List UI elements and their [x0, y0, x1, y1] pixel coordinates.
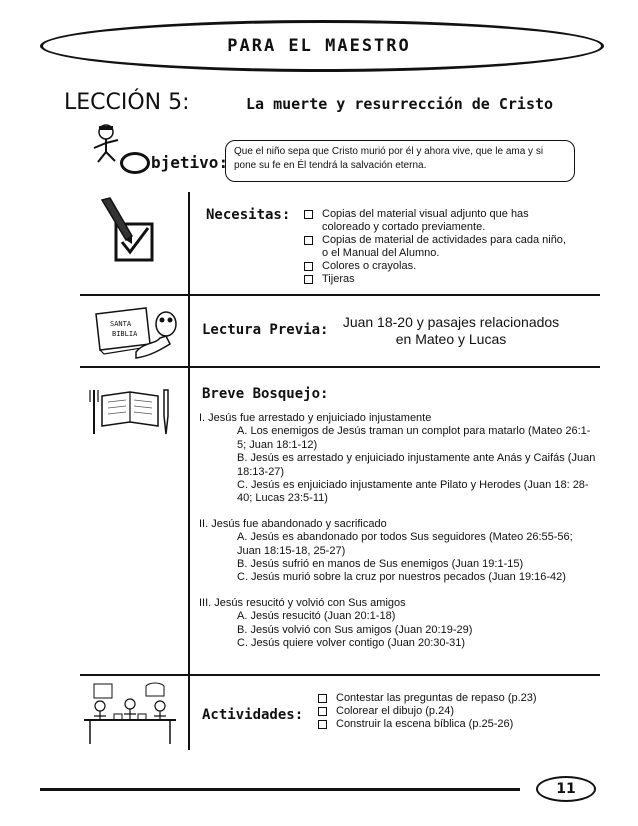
needs-item: Copias del material visual adjunto que has coloreado y cortado previamente. — [302, 208, 572, 234]
lesson-number: LECCIÓN 5: — [64, 90, 190, 115]
activities-list — [316, 692, 596, 731]
bookworm-bible-icon — [90, 304, 186, 362]
reading-text: Juan 18-20 y pasajes relacionados en Mateo y Lucas — [342, 314, 560, 347]
outline-item: C. Jesús murió sobre la cruz por nuestros pecados (Juan 19:16-42) — [237, 571, 566, 584]
objective-o-circle — [120, 152, 150, 174]
outline-item: B. Jesús es arrestado y enjuiciado injustamente ante Anás y Caifás (Juan 18:13-27) — [237, 452, 596, 478]
divider-horizontal — [80, 366, 600, 368]
objective-label: bjetivo: — [151, 153, 229, 172]
divider-vertical — [188, 676, 190, 750]
objective-text: Que el niño sepa que Cristo murió por él y ahora vive, que le ama y si pone su fe en Él tendrá la salvación eterna. — [225, 140, 575, 182]
outline-item: A. Jesús es abandonado por todos Sus seguidores (Mateo 26:55-56; Juan 18:15-18, 25-27) — [237, 531, 573, 557]
outline-section-heading: III. Jesús resucitó y volvió con Sus amigos — [199, 596, 406, 609]
outline-label: Breve Bosquejo: — [202, 386, 329, 402]
divider-horizontal — [80, 674, 600, 676]
divider-horizontal — [80, 294, 600, 296]
outline-item: B. Jesús volvió con Sus amigos (Juan 20:19-29) — [237, 623, 473, 636]
bible-label-1: SANTA — [110, 320, 132, 328]
outline-item: C. Jesús quiere volver contigo (Juan 20:30-31) — [237, 637, 466, 650]
divider-vertical — [188, 296, 190, 366]
page-number: 11 — [536, 776, 596, 802]
needs-item: Copias de material de actividades para cada niño, o el Manual del Alumno. — [302, 234, 572, 260]
outline-item: C. Jesús es enjuiciado injustamente ante Pilato y Herodes (Juan 18: 28-40; Lucas 23:5-11) — [237, 479, 589, 505]
divider-vertical — [188, 192, 190, 294]
activities-item: Colorear el dibujo (p.24) — [316, 705, 596, 718]
outline-content — [199, 412, 599, 651]
children-table-icon — [80, 680, 180, 748]
needs-item: Tijeras — [302, 273, 572, 286]
lesson-title: La muerte y resurrección de Cristo — [246, 95, 554, 113]
bible-label-2: BIBLIA — [112, 330, 138, 338]
outline-section-heading: II. Jesús fue abandonado y sacrificado — [199, 517, 387, 530]
reading-label: Lectura Previa: — [202, 322, 329, 338]
activities-label: Actividades: — [202, 707, 304, 723]
footer-line — [40, 788, 520, 791]
activities-item: Contestar las preguntas de repaso (p.23) — [316, 692, 596, 705]
activities-item: Construir la escena bíblica (p.25-26) — [316, 718, 596, 731]
outline-item: B. Jesús sufrió en manos de Sus enemigos (Juan 19:1-15) — [237, 558, 524, 571]
divider-vertical — [188, 368, 190, 674]
outline-item: A. Jesús resucitó (Juan 20:1-18) — [237, 610, 396, 623]
needs-label: Necesitas: — [206, 207, 291, 223]
outline-item: A. Los enemigos de Jesús traman un complot para matarlo (Mateo 26:1-5; Juan 18:1-12) — [237, 425, 591, 451]
outline-section-heading: I. Jesús fue arrestado y enjuiciado injustamente — [199, 412, 432, 424]
pencil-checkbox-icon — [96, 196, 162, 266]
needs-item: Colores o crayolas. — [302, 260, 572, 273]
needs-list — [302, 208, 572, 286]
bible-utensils-icon — [88, 386, 172, 438]
header-title: PARA EL MAESTRO — [227, 36, 411, 56]
